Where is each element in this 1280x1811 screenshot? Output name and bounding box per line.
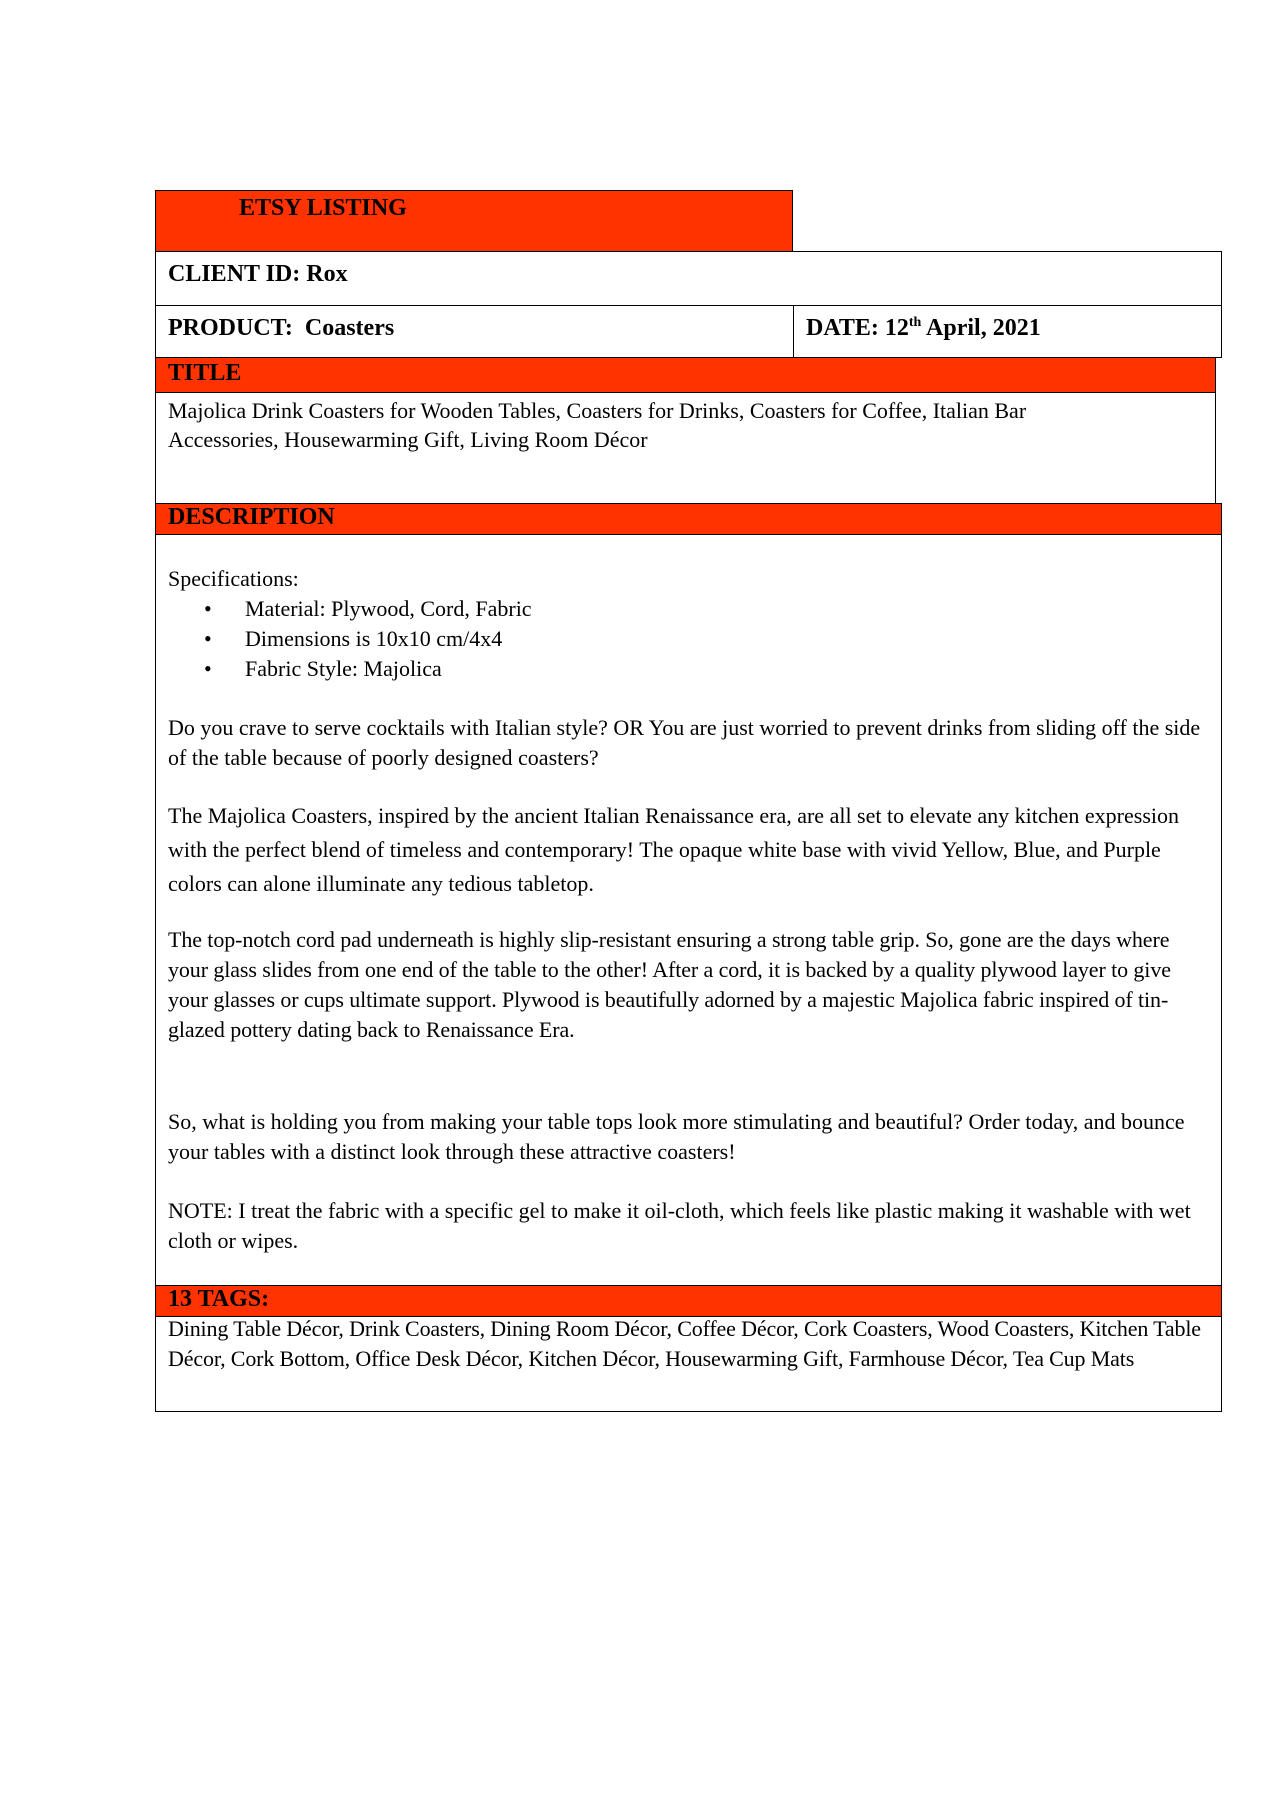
- specs-label: Specifications:: [168, 566, 299, 591]
- specs-list: [168, 594, 1208, 684]
- product-value: Coasters: [304, 315, 395, 341]
- description-paragraph-1: Do you crave to serve cocktails with Italian style? OR You are just worried to prevent drinks from sliding off the side of the table because of poorly designed coasters?: [168, 715, 1201, 770]
- title-body: [155, 392, 1216, 504]
- title-heading: TITLE: [168, 360, 242, 386]
- date-label: DATE:: [806, 315, 879, 341]
- description-heading-bar: [155, 503, 1222, 535]
- client-id-row: [155, 251, 1222, 306]
- date-rest: April, 2021: [926, 315, 1041, 341]
- product: [168, 315, 394, 342]
- title-text: [168, 396, 1026, 454]
- description-note: NOTE: I treat the fabric with a specific gel to make it oil-cloth, which feels like plastic making it washable with wet cloth or wipes.: [168, 1198, 1191, 1253]
- spec-item: • Dimensions is 10x10 cm/4x4: [168, 624, 1208, 654]
- description-heading: DESCRIPTION: [168, 504, 335, 530]
- title-line-1: Majolica Drink Coasters for Wooden Tables, Coasters for Drinks, Coasters for Coffee, Italian Bar: [168, 398, 1027, 423]
- spec-item: • Material: Plywood, Cord, Fabric: [168, 594, 1208, 624]
- tags-heading-bar: [155, 1285, 1222, 1317]
- description-paragraph-4: So, what is holding you from making your table tops look more stimulating and beautiful? Order today, and bounce your tables with a distinct look through these attractive coasters!: [168, 1109, 1185, 1164]
- description-paragraph-2: The Majolica Coasters, inspired by the ancient Italian Renaissance era, are all set to elevate any kitchen expression with the perfect blend of timeless and contemporary! The opaque white base with vivid Yellow, Blue, and Purple colors can alone illuminate any tedious tabletop.: [168, 803, 1180, 896]
- tags-body: [155, 1316, 1222, 1412]
- tags-text: Dining Table Décor, Drink Coasters, Dining Room Décor, Coffee Décor, Cork Coasters, Wood Coasters, Kitchen Table Décor, Cork Bottom, Office Desk Décor, Kitchen Décor, Housewarming Gift, Farmhouse Décor, Tea Cup Mats: [168, 1316, 1201, 1371]
- product-label: PRODUCT:: [168, 315, 293, 341]
- listing-header-label: ETSY LISTING: [239, 195, 407, 221]
- date-cell: [793, 305, 1222, 358]
- listing-header: [155, 190, 793, 252]
- title-heading-bar: [155, 357, 1216, 393]
- client-id-value: Rox: [306, 261, 348, 287]
- tags-heading: 13 TAGS:: [168, 1286, 270, 1312]
- date: [806, 315, 1041, 342]
- date-suffix: th: [908, 315, 922, 330]
- description-paragraph-3: The top-notch cord pad underneath is highly slip-resistant ensuring a strong table grip. So, gone are the days where your glass slides from one end of the table to the other! After a cord, it is backed by a quality plywood layer to give your glasses or cups ultimate support. Plywood is beautifully adorned by a majestic Majolica fabric inspired of tin-glazed pottery dating back to Renaissance Era.: [168, 927, 1171, 1042]
- specs-block: [168, 564, 1208, 684]
- client-id: [168, 261, 348, 288]
- spec-item: • Fabric Style: Majolica: [168, 654, 1208, 684]
- product-cell: [155, 305, 794, 358]
- description-body: [155, 534, 1222, 1286]
- title-line-2: Accessories, Housewarming Gift, Living Room Décor: [168, 427, 648, 452]
- date-day: 12: [884, 315, 909, 341]
- client-id-label: CLIENT ID:: [168, 261, 301, 287]
